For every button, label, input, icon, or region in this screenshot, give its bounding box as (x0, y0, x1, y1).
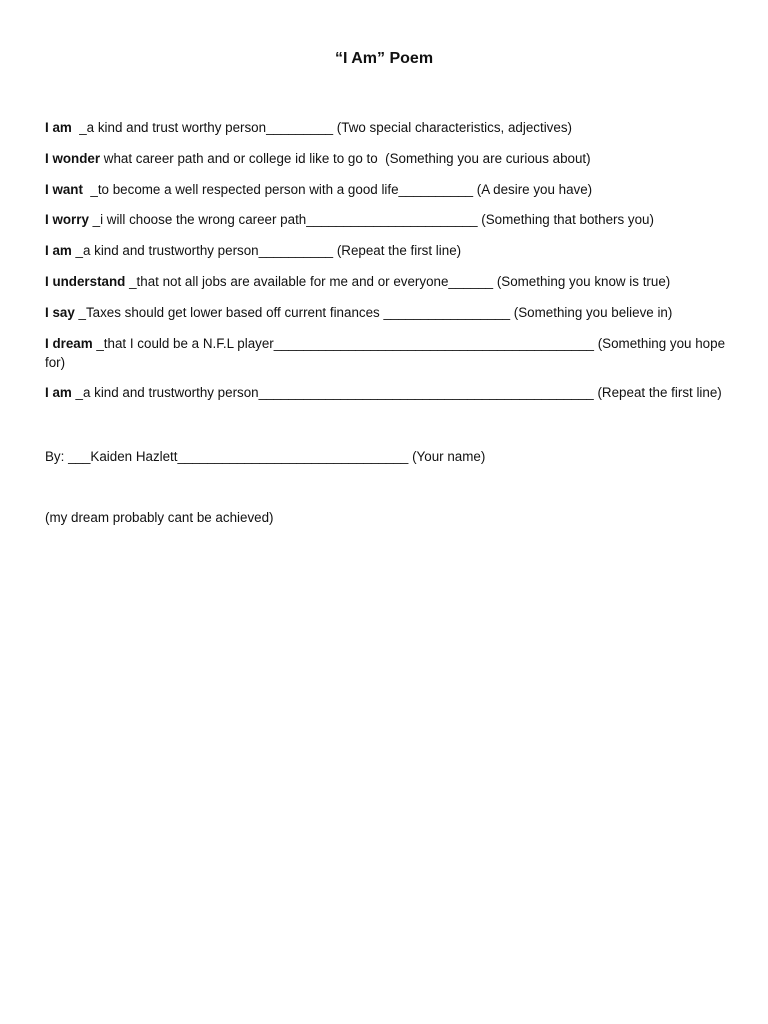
poem-line-text: _i will choose the wrong career path_______________________ (Something that bothers you) (88, 212, 654, 228)
poem-line-lead: I am (45, 385, 72, 401)
poem-line-lead: I wonder (45, 150, 101, 166)
poem-line (45, 303, 725, 322)
poem-line (45, 383, 725, 402)
poem-line-text: what career path and or college id like to go to (Something you are curious about) (100, 150, 591, 166)
poem-line-text: _a kind and trust worthy person_________ (Two special characteristics, adjectives) (71, 120, 572, 135)
poem-body (45, 118, 729, 414)
poem-line (45, 334, 729, 372)
poem-line-lead: I am (45, 243, 72, 259)
poem-line-lead: I am (45, 120, 72, 135)
poem-line (45, 149, 725, 168)
poem-line-text: _Taxes should get lower based off current finances _________________ (Something you believe in) (74, 304, 673, 320)
poem-line-text: _that not all jobs are available for me and or everyone______ (Something you know is true) (125, 273, 671, 289)
author-note: (my dream probably cant be achieved) (45, 510, 274, 525)
poem-line-lead: I want (45, 181, 83, 197)
document-title: “I Am” Poem (334, 50, 434, 67)
poem-line-lead: I say (45, 304, 75, 320)
poem-line-text: _that I could be a N.F.L player___________________________________________ (Something you hope for) (45, 335, 729, 370)
poem-line-lead: I dream (45, 335, 93, 351)
poem-line-text: _to become a well respected person with a good life__________ (A desire you have) (82, 181, 593, 197)
poem-line-text: _a kind and trustworthy person__________ (Repeat the first line) (71, 243, 462, 259)
poem-line (45, 272, 725, 291)
poem-line-lead: I worry (45, 212, 89, 228)
poem-line (45, 210, 725, 229)
poem-line (45, 180, 725, 199)
author-byline: By: ___Kaiden Hazlett_______________________________ (Your name) (45, 449, 486, 464)
poem-line-text: _a kind and trustworthy person_____________________________________________ (Repeat the first line) (71, 385, 722, 401)
poem-line (45, 241, 725, 260)
poem-line-lead: I understand (45, 273, 126, 289)
poem-line (45, 118, 725, 137)
